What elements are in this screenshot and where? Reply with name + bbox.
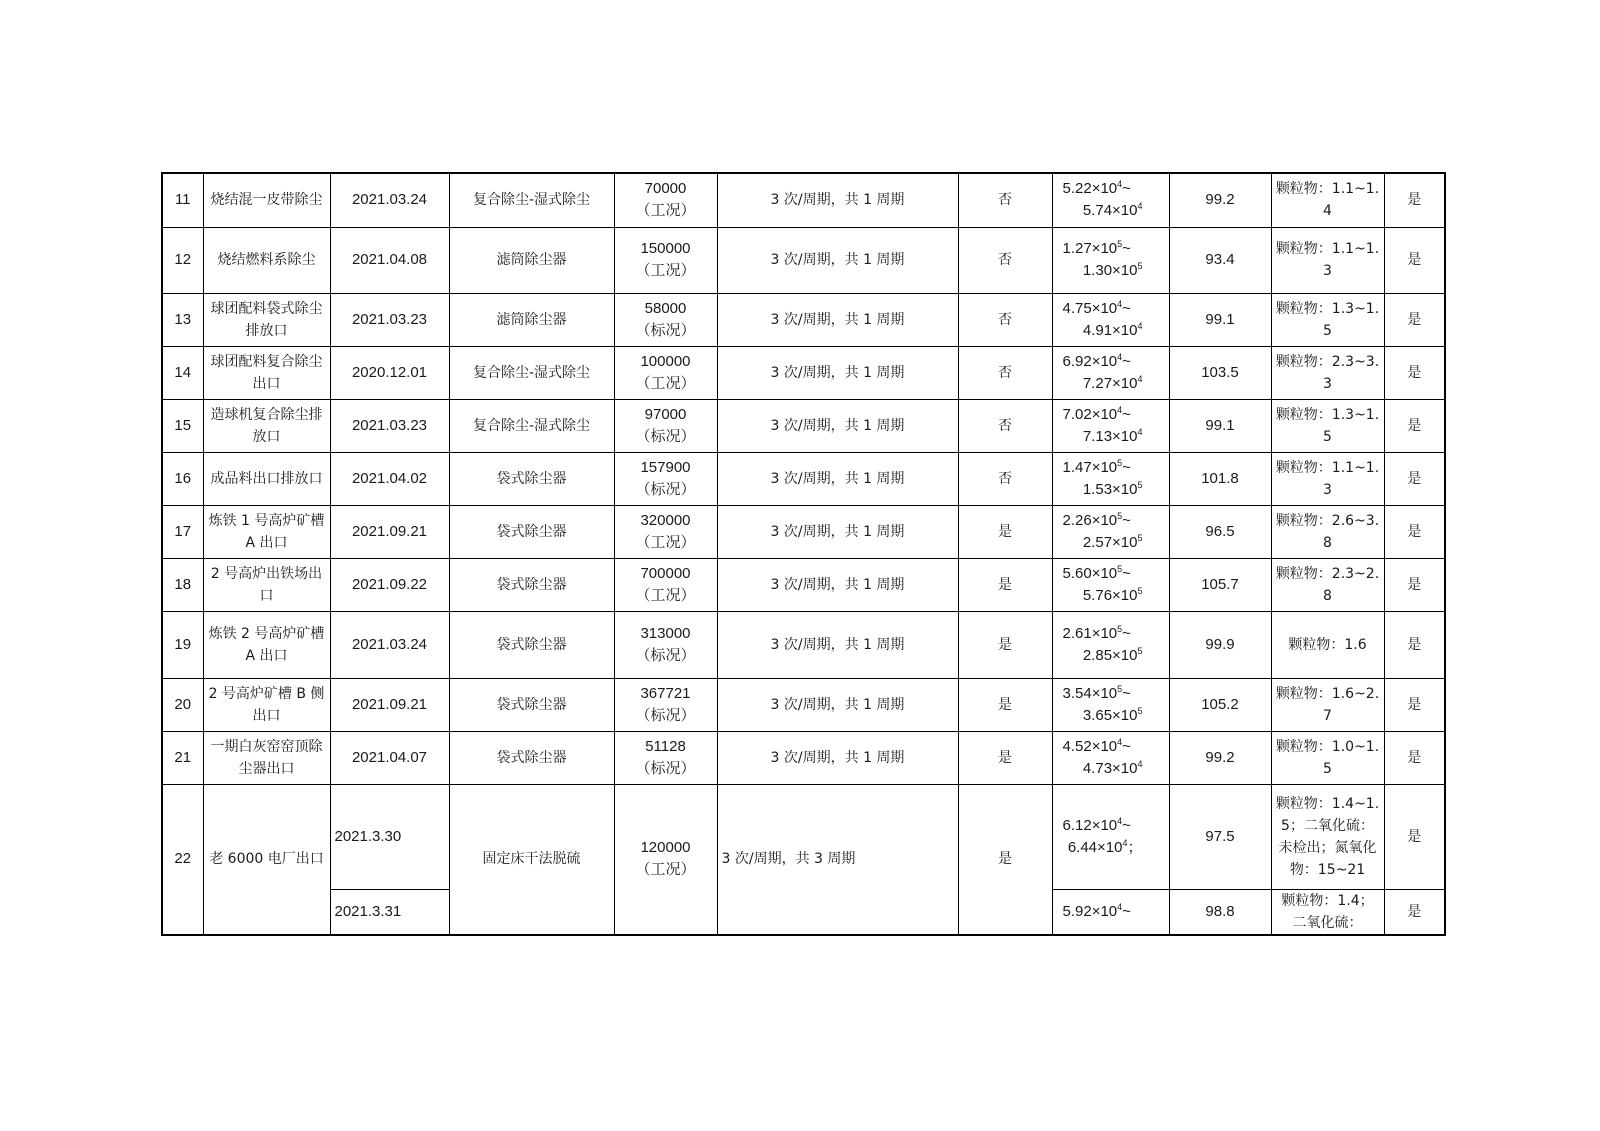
flow-range: $1.47\times 10^5\sim$ $1.53\times 10^5$ [1052, 452, 1169, 505]
efficiency: 103.5 [1169, 346, 1271, 399]
flow-rate: 320000 （工况） [614, 505, 717, 558]
table-row [162, 227, 1445, 293]
source-name: 炼铁 2 号高炉矿槽 A 出口 [203, 611, 330, 678]
source-name: 烧结混一皮带除尘 [203, 173, 330, 227]
treatment-tech: 固定床干法脱硫 [449, 784, 614, 935]
compliance: 是 [1384, 678, 1445, 731]
flow-range: $6.12\times 10^4\sim$ $6.44\times 10^4$； [1052, 784, 1169, 889]
compliance: 是 [1384, 611, 1445, 678]
flag: 否 [958, 346, 1052, 399]
frequency: 3 次/周期，共 1 周期 [717, 293, 958, 346]
result: 颗粒物：1.1~1.3 [1271, 452, 1384, 505]
treatment-tech: 滤筒除尘器 [449, 227, 614, 293]
flow-range: $4.52\times 10^4\sim$ $4.73\times 10^4$ [1052, 731, 1169, 784]
flag: 否 [958, 173, 1052, 227]
flow-rate: 70000 （工况） [614, 173, 717, 227]
efficiency: 93.4 [1169, 227, 1271, 293]
row-number: 15 [162, 399, 203, 452]
monitor-date: 2021.3.31 [330, 889, 449, 935]
flow-rate: 51128 （标况） [614, 731, 717, 784]
result: 颗粒物：1.6 [1271, 611, 1384, 678]
frequency: 3 次/周期，共 1 周期 [717, 505, 958, 558]
frequency: 3 次/周期，共 1 周期 [717, 611, 958, 678]
compliance: 是 [1384, 505, 1445, 558]
frequency: 3 次/周期，共 1 周期 [717, 678, 958, 731]
efficiency: 99.2 [1169, 173, 1271, 227]
flow-range: $4.75\times 10^4\sim$ $4.91\times 10^4$ [1052, 293, 1169, 346]
table-row [162, 784, 1445, 889]
flag: 是 [958, 678, 1052, 731]
flow-range: $1.27\times 10^5\sim$ $1.30\times 10^5$ [1052, 227, 1169, 293]
source-name: 2 号高炉矿槽 B 侧出口 [203, 678, 330, 731]
flow-rate: 313000 （标况） [614, 611, 717, 678]
monitor-date: 2021.03.23 [330, 293, 449, 346]
table-row [162, 399, 1445, 452]
row-number: 22 [162, 784, 203, 935]
efficiency: 105.2 [1169, 678, 1271, 731]
frequency: 3 次/周期，共 1 周期 [717, 452, 958, 505]
flag: 是 [958, 505, 1052, 558]
flow-range: $3.54\times 10^5\sim$ $3.65\times 10^5$ [1052, 678, 1169, 731]
source-name: 烧结燃料系除尘 [203, 227, 330, 293]
table-row [162, 505, 1445, 558]
table-body [162, 173, 1445, 935]
result: 颗粒物：1.3~1.5 [1271, 293, 1384, 346]
treatment-tech: 复合除尘-湿式除尘 [449, 399, 614, 452]
source-name: 老 6000 电厂出口 [203, 784, 330, 935]
treatment-tech: 袋式除尘器 [449, 611, 614, 678]
flow-range: $7.02\times 10^4\sim$ $7.13\times 10^4$ [1052, 399, 1169, 452]
compliance: 是 [1384, 558, 1445, 611]
flag: 否 [958, 452, 1052, 505]
treatment-tech: 袋式除尘器 [449, 731, 614, 784]
flag: 否 [958, 227, 1052, 293]
frequency: 3 次/周期，共 3 周期 [717, 784, 958, 935]
flow-range: $6.92\times 10^4\sim$ $7.27\times 10^4$ [1052, 346, 1169, 399]
monitor-date: 2021.09.21 [330, 678, 449, 731]
flag: 是 [958, 731, 1052, 784]
result: 颗粒物：1.6~2.7 [1271, 678, 1384, 731]
source-name: 造球机复合除尘排放口 [203, 399, 330, 452]
treatment-tech: 复合除尘-湿式除尘 [449, 173, 614, 227]
flag: 否 [958, 399, 1052, 452]
monitor-date: 2021.03.24 [330, 611, 449, 678]
source-name: 球团配料袋式除尘排放口 [203, 293, 330, 346]
flow-rate: 700000 （工况） [614, 558, 717, 611]
monitor-date: 2021.03.23 [330, 399, 449, 452]
frequency: 3 次/周期，共 1 周期 [717, 173, 958, 227]
efficiency: 99.1 [1169, 293, 1271, 346]
compliance: 是 [1384, 293, 1445, 346]
result: 颗粒物：1.3~1.5 [1271, 399, 1384, 452]
flow-rate: 150000 （工况） [614, 227, 717, 293]
row-number: 17 [162, 505, 203, 558]
flag: 是 [958, 784, 1052, 935]
row-number: 18 [162, 558, 203, 611]
treatment-tech: 袋式除尘器 [449, 505, 614, 558]
result: 颗粒物：2.3~2.8 [1271, 558, 1384, 611]
frequency: 3 次/周期，共 1 周期 [717, 399, 958, 452]
row-number: 21 [162, 731, 203, 784]
source-name: 一期白灰窑窑顶除尘器出口 [203, 731, 330, 784]
table-row [162, 731, 1445, 784]
efficiency: 97.5 [1169, 784, 1271, 889]
flag: 是 [958, 611, 1052, 678]
result: 颗粒物：1.4；二氧化硫： [1271, 889, 1384, 935]
row-number: 13 [162, 293, 203, 346]
table-row [162, 678, 1445, 731]
flow-range: $5.60\times 10^5\sim$ $5.76\times 10^5$ [1052, 558, 1169, 611]
table-row [162, 346, 1445, 399]
efficiency: 99.9 [1169, 611, 1271, 678]
monitor-date: 2021.3.30 [330, 784, 449, 889]
flow-rate: 100000 （工况） [614, 346, 717, 399]
result: 颗粒物：2.6~3.8 [1271, 505, 1384, 558]
frequency: 3 次/周期，共 1 周期 [717, 731, 958, 784]
compliance: 是 [1384, 227, 1445, 293]
efficiency: 99.1 [1169, 399, 1271, 452]
row-number: 14 [162, 346, 203, 399]
treatment-tech: 袋式除尘器 [449, 558, 614, 611]
monitor-date: 2021.09.21 [330, 505, 449, 558]
flow-range: $5.22\times 10^4\sim$ $5.74\times 10^4$ [1052, 173, 1169, 227]
row-number: 16 [162, 452, 203, 505]
frequency: 3 次/周期，共 1 周期 [717, 227, 958, 293]
table-row [162, 293, 1445, 346]
flow-rate: 367721 （标况） [614, 678, 717, 731]
source-name: 炼铁 1 号高炉矿槽 A 出口 [203, 505, 330, 558]
table-row [162, 452, 1445, 505]
compliance: 是 [1384, 346, 1445, 399]
monitor-date: 2021.09.22 [330, 558, 449, 611]
frequency: 3 次/周期，共 1 周期 [717, 346, 958, 399]
monitor-date: 2021.04.07 [330, 731, 449, 784]
source-name: 成品料出口排放口 [203, 452, 330, 505]
flow-rate: 120000 （工况） [614, 784, 717, 935]
source-name: 2 号高炉出铁场出口 [203, 558, 330, 611]
result: 颗粒物：2.3~3.3 [1271, 346, 1384, 399]
treatment-tech: 袋式除尘器 [449, 452, 614, 505]
flag: 否 [958, 293, 1052, 346]
compliance: 是 [1384, 731, 1445, 784]
treatment-tech: 复合除尘-湿式除尘 [449, 346, 614, 399]
row-number: 20 [162, 678, 203, 731]
efficiency: 96.5 [1169, 505, 1271, 558]
frequency: 3 次/周期，共 1 周期 [717, 558, 958, 611]
treatment-tech: 滤筒除尘器 [449, 293, 614, 346]
flow-rate: 58000 （标况） [614, 293, 717, 346]
compliance: 是 [1384, 452, 1445, 505]
flag: 是 [958, 558, 1052, 611]
compliance: 是 [1384, 889, 1445, 935]
monitor-date: 2021.04.08 [330, 227, 449, 293]
treatment-tech: 袋式除尘器 [449, 678, 614, 731]
flow-rate: 97000 （标况） [614, 399, 717, 452]
source-name: 球团配料复合除尘出口 [203, 346, 330, 399]
flow-range: $5.92\times 10^4\sim$ [1052, 889, 1169, 935]
row-number: 11 [162, 173, 203, 227]
efficiency: 101.8 [1169, 452, 1271, 505]
flow-rate: 157900 （标况） [614, 452, 717, 505]
monitor-date: 2021.04.02 [330, 452, 449, 505]
flow-range: $2.61\times 10^5\sim$ $2.85\times 10^5$ [1052, 611, 1169, 678]
flow-range: $2.26\times 10^5\sim$ $2.57\times 10^5$ [1052, 505, 1169, 558]
table-row [162, 611, 1445, 678]
compliance: 是 [1384, 173, 1445, 227]
result: 颗粒物：1.4~1.5；二氧化硫：未检出；氮氧化物：15~21 [1271, 784, 1384, 889]
efficiency: 105.7 [1169, 558, 1271, 611]
efficiency: 99.2 [1169, 731, 1271, 784]
monitor-date: 2021.03.24 [330, 173, 449, 227]
table-row [162, 558, 1445, 611]
result: 颗粒物：1.1~1.3 [1271, 227, 1384, 293]
result: 颗粒物：1.1~1.4 [1271, 173, 1384, 227]
table-row [162, 173, 1445, 227]
compliance: 是 [1384, 784, 1445, 889]
result: 颗粒物：1.0~1.5 [1271, 731, 1384, 784]
monitor-date: 2020.12.01 [330, 346, 449, 399]
row-number: 12 [162, 227, 203, 293]
compliance: 是 [1384, 399, 1445, 452]
row-number: 19 [162, 611, 203, 678]
monitoring-table [161, 172, 1446, 936]
efficiency: 98.8 [1169, 889, 1271, 935]
